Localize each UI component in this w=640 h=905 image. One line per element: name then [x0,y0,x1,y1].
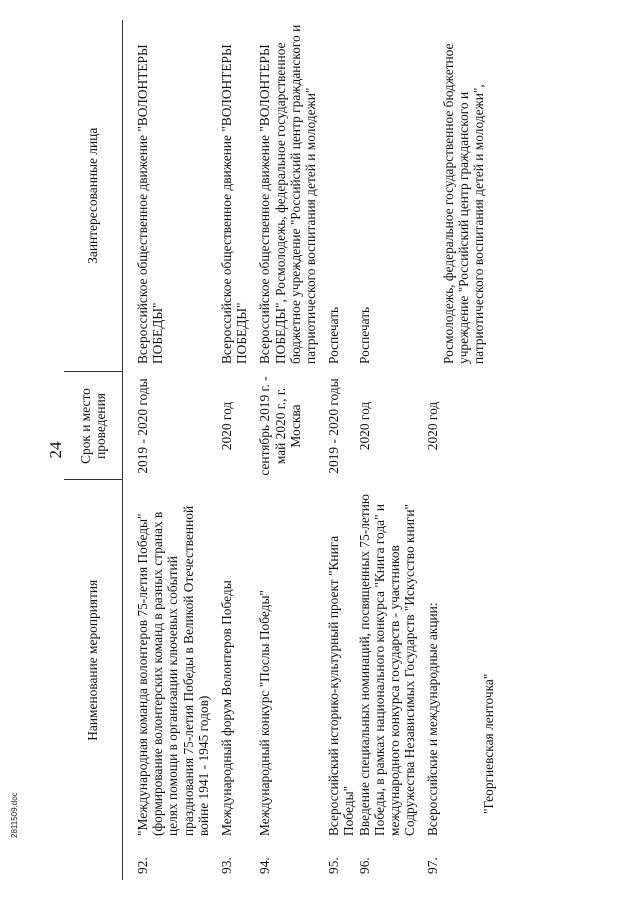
row-event-name: Всероссийские и международные акции: [425,602,441,836]
table-row [417,20,440,880]
row-event-name: Всероссийский историко-культурный проект "Книга Победы" [326,535,357,836]
row-number: 94. [257,857,273,874]
table-row [357,20,418,880]
row-number: 96. [356,857,372,874]
table-row [211,20,249,880]
header-number [64,840,123,880]
header-interested-parties: Заинтересованные лица [64,20,123,372]
table-header-row [64,20,123,880]
row-interested-parties: Роспечать [356,306,372,364]
row-interested-parties: Всероссийское общественное движение "ВОЛОНТЕРЫ ПОБЕДЫ" [219,44,250,364]
row-event-name: Международный конкурс "Послы Победы" [257,590,273,836]
row-number: 93. [219,857,235,874]
header-event-name: Наименование мероприятия [64,480,123,840]
row-interested-parties [417,20,440,372]
table-row [318,20,356,880]
row-date: 2020 год [425,401,441,451]
sub-row-number [441,840,496,880]
row-number: 92. [135,857,150,874]
document-code: 2811509.doc [10,792,19,838]
row-number: 97. [425,857,441,874]
sub-row-event-name: "Георгиевская ленточка" [480,673,496,814]
row-date: сентябрь 2019 г. - май 2020 г., г. Москва [257,376,303,476]
sub-row-interested-parties: Росмолодежь, федеральное государственное бюджетное учреждение "Российский центр гражданского и патриотического воспитания детей и молодежи", [440,43,487,364]
row-number: 95. [326,857,342,874]
row-event-name: Международный форум Волонтеров Победы [219,580,235,836]
row-interested-parties: Всероссийское общественное движение "ВОЛОНТЕРЫ ПОБЕДЫ" [135,44,166,364]
rotated-landscape-page [0,20,640,880]
table-row [249,20,318,880]
row-event-name: "Международная команда волонтеров 75-летия Победы" (формирование волонтерских команд в разных странах в целях помощи в организации ключевых событий празднования 75-летия Победы в Великой Отечественной войне 1941 - 1945 годов) [135,505,211,836]
row-date: 2020 год [219,401,235,451]
sub-row-date [441,372,496,480]
row-interested-parties: Роспечать [326,306,342,364]
row-interested-parties: Всероссийское общественное движение "ВОЛОНТЕРЫ ПОБЕДЫ", Росмолодежь, федеральное государственное бюджетное учреждение "Российский центр гражданского и патриотического воспитания детей и молодежи" [257,24,319,364]
row-event-name: Введение специальных номинаций, посвященных 75-летию Победы, в рамках национального конкурса "Книга года" и международного конкурса государств - участников Содружества Независимых Государств "Искусство книги" [356,494,418,836]
row-date: 2020 год [356,401,372,451]
header-date-place: Срок и место проведения [64,372,123,480]
table-row [123,20,212,880]
row-date: 2019 - 2020 годы [135,378,150,474]
events-table [64,20,496,880]
page-number: 24 [46,441,65,459]
row-date: 2019 - 2020 годы [326,378,342,474]
table-sub-row [441,20,496,880]
